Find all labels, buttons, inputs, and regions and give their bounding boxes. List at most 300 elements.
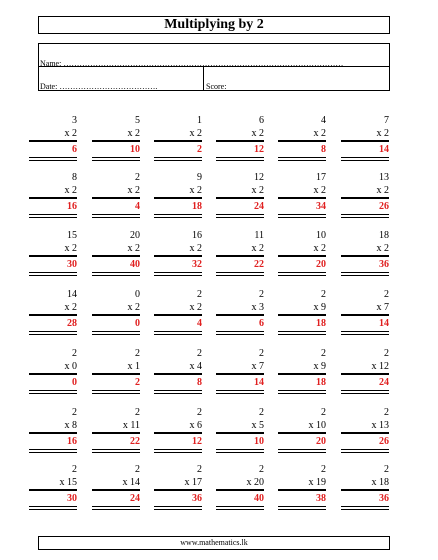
answer: 6 <box>72 144 77 155</box>
answer: 8 <box>197 377 202 388</box>
double-underline-top <box>29 449 77 450</box>
multiplicand: 2 <box>135 172 140 183</box>
product-line <box>154 432 202 434</box>
multiplier: x 20 <box>246 477 264 488</box>
multiplicand: 2 <box>259 464 264 475</box>
product-line <box>341 197 389 199</box>
problem <box>154 172 202 228</box>
answer: 14 <box>379 144 389 155</box>
multiplier: x 2 <box>64 185 77 196</box>
problem <box>341 464 389 520</box>
product-line <box>341 255 389 257</box>
problem <box>29 407 77 463</box>
double-underline-bottom <box>278 275 326 276</box>
problem <box>278 230 326 286</box>
multiplier: x 3 <box>251 302 264 313</box>
multiplier: x 1 <box>127 361 140 372</box>
double-underline-top <box>341 390 389 391</box>
product-line <box>216 255 264 257</box>
answer: 22 <box>254 259 264 270</box>
double-underline-top <box>154 272 202 273</box>
multiplicand: 14 <box>67 289 77 300</box>
double-underline-top <box>278 331 326 332</box>
answer: 10 <box>130 144 140 155</box>
name-row <box>39 44 389 67</box>
product-line <box>154 140 202 142</box>
multiplicand: 13 <box>379 172 389 183</box>
answer: 14 <box>379 318 389 329</box>
double-underline-top <box>341 214 389 215</box>
score-cell <box>203 67 390 90</box>
double-underline-bottom <box>278 334 326 335</box>
double-underline-top <box>29 390 77 391</box>
double-underline-top <box>29 157 77 158</box>
double-underline-top <box>29 214 77 215</box>
problem <box>29 289 77 345</box>
problem <box>278 115 326 171</box>
product-line <box>92 432 140 434</box>
double-underline-bottom <box>341 275 389 276</box>
multiplicand: 2 <box>197 407 202 418</box>
problem <box>154 464 202 520</box>
multiplicand: 2 <box>135 464 140 475</box>
product-line <box>154 489 202 491</box>
double-underline-top <box>92 449 140 450</box>
product-line <box>29 140 77 142</box>
answer: 26 <box>379 201 389 212</box>
product-line <box>29 432 77 434</box>
double-underline-bottom <box>216 452 264 453</box>
double-underline-bottom <box>29 275 77 276</box>
product-line <box>341 140 389 142</box>
problem <box>29 115 77 171</box>
product-line <box>216 432 264 434</box>
problem <box>341 289 389 345</box>
product-line <box>278 197 326 199</box>
multiplier: x 2 <box>189 302 202 313</box>
student-info-box <box>38 43 390 91</box>
multiplicand: 2 <box>259 289 264 300</box>
multiplicand: 1 <box>197 115 202 126</box>
problem <box>278 407 326 463</box>
product-line <box>29 314 77 316</box>
multiplicand: 2 <box>135 407 140 418</box>
double-underline-top <box>216 214 264 215</box>
date-score-row <box>39 67 389 90</box>
multiplicand: 0 <box>135 289 140 300</box>
multiplier: x 2 <box>376 128 389 139</box>
multiplicand: 20 <box>130 230 140 241</box>
double-underline-top <box>92 506 140 507</box>
multiplier: x 2 <box>313 185 326 196</box>
multiplicand: 3 <box>72 115 77 126</box>
multiplier: x 7 <box>376 302 389 313</box>
answer: 16 <box>67 201 77 212</box>
double-underline-bottom <box>29 217 77 218</box>
answer: 20 <box>316 259 326 270</box>
multiplicand: 2 <box>197 348 202 359</box>
answer: 32 <box>192 259 202 270</box>
double-underline-top <box>341 449 389 450</box>
problem <box>341 172 389 228</box>
multiplicand: 6 <box>259 115 264 126</box>
double-underline-top <box>92 272 140 273</box>
multiplicand: 5 <box>135 115 140 126</box>
double-underline-bottom <box>216 334 264 335</box>
product-line <box>29 373 77 375</box>
multiplicand: 15 <box>67 230 77 241</box>
multiplier: x 4 <box>189 361 202 372</box>
double-underline-bottom <box>278 509 326 510</box>
multiplier: x 2 <box>251 185 264 196</box>
multiplicand: 2 <box>72 407 77 418</box>
problem <box>154 348 202 404</box>
problem <box>92 348 140 404</box>
double-underline-top <box>154 449 202 450</box>
product-line <box>154 255 202 257</box>
double-underline-top <box>341 272 389 273</box>
multiplicand: 2 <box>197 289 202 300</box>
answer: 4 <box>135 201 140 212</box>
double-underline-top <box>29 331 77 332</box>
product-line <box>278 432 326 434</box>
problem <box>92 464 140 520</box>
multiplier: x 2 <box>251 128 264 139</box>
multiplicand: 2 <box>321 464 326 475</box>
double-underline-bottom <box>154 393 202 394</box>
answer: 10 <box>254 436 264 447</box>
answer: 28 <box>67 318 77 329</box>
product-line <box>154 197 202 199</box>
double-underline-bottom <box>29 160 77 161</box>
multiplicand: 12 <box>254 172 264 183</box>
answer: 2 <box>135 377 140 388</box>
double-underline-bottom <box>154 334 202 335</box>
product-line <box>278 314 326 316</box>
answer: 4 <box>197 318 202 329</box>
double-underline-bottom <box>154 509 202 510</box>
problem <box>92 115 140 171</box>
double-underline-bottom <box>216 275 264 276</box>
problem <box>92 172 140 228</box>
multiplier: x 2 <box>127 302 140 313</box>
multiplier: x 2 <box>189 185 202 196</box>
answer: 2 <box>197 144 202 155</box>
product-line <box>341 432 389 434</box>
multiplier: x 2 <box>189 128 202 139</box>
problem <box>216 115 264 171</box>
multiplier: x 2 <box>64 243 77 254</box>
multiplier: x 12 <box>371 361 389 372</box>
problem <box>216 172 264 228</box>
answer: 36 <box>192 493 202 504</box>
product-line <box>92 197 140 199</box>
multiplier: x 10 <box>308 420 326 431</box>
multiplicand: 2 <box>384 348 389 359</box>
problem <box>92 230 140 286</box>
multiplicand: 8 <box>72 172 77 183</box>
multiplier: x 0 <box>64 361 77 372</box>
multiplier: x 2 <box>127 128 140 139</box>
answer: 14 <box>254 377 264 388</box>
problem <box>341 407 389 463</box>
problem <box>92 289 140 345</box>
problem <box>154 289 202 345</box>
problem <box>216 348 264 404</box>
multiplicand: 11 <box>254 230 264 241</box>
double-underline-top <box>92 157 140 158</box>
product-line <box>216 489 264 491</box>
product-line <box>92 314 140 316</box>
multiplicand: 4 <box>321 115 326 126</box>
product-line <box>216 140 264 142</box>
multiplier: x 15 <box>59 477 77 488</box>
double-underline-top <box>216 331 264 332</box>
multiplier: x 2 <box>251 243 264 254</box>
multiplicand: 10 <box>316 230 326 241</box>
problem <box>216 464 264 520</box>
answer: 18 <box>316 377 326 388</box>
double-underline-bottom <box>341 509 389 510</box>
answer: 20 <box>316 436 326 447</box>
problem <box>29 230 77 286</box>
multiplier: x 18 <box>371 477 389 488</box>
multiplier: x 7 <box>251 361 264 372</box>
multiplicand: 2 <box>135 348 140 359</box>
double-underline-bottom <box>92 217 140 218</box>
double-underline-bottom <box>92 275 140 276</box>
multiplicand: 2 <box>384 464 389 475</box>
problem <box>216 289 264 345</box>
multiplier: x 17 <box>184 477 202 488</box>
multiplicand: 7 <box>384 115 389 126</box>
double-underline-top <box>216 157 264 158</box>
double-underline-bottom <box>341 217 389 218</box>
multiplicand: 2 <box>321 407 326 418</box>
answer: 30 <box>67 493 77 504</box>
double-underline-top <box>278 272 326 273</box>
product-line <box>278 489 326 491</box>
problem <box>341 115 389 171</box>
double-underline-top <box>341 157 389 158</box>
double-underline-bottom <box>341 452 389 453</box>
problem <box>278 289 326 345</box>
problem <box>341 230 389 286</box>
double-underline-top <box>278 214 326 215</box>
product-line <box>29 255 77 257</box>
problem <box>92 407 140 463</box>
double-underline-bottom <box>216 160 264 161</box>
answer: 24 <box>379 377 389 388</box>
double-underline-bottom <box>154 160 202 161</box>
problem <box>341 348 389 404</box>
multiplicand: 2 <box>72 464 77 475</box>
product-line <box>216 197 264 199</box>
multiplier: x 2 <box>127 185 140 196</box>
double-underline-bottom <box>92 452 140 453</box>
problem <box>29 348 77 404</box>
double-underline-bottom <box>278 160 326 161</box>
answer: 24 <box>254 201 264 212</box>
answer: 34 <box>316 201 326 212</box>
double-underline-bottom <box>278 452 326 453</box>
problem <box>154 230 202 286</box>
problem <box>278 464 326 520</box>
answer: 24 <box>130 493 140 504</box>
double-underline-top <box>92 331 140 332</box>
multiplier: x 2 <box>376 243 389 254</box>
double-underline-top <box>216 506 264 507</box>
double-underline-bottom <box>154 217 202 218</box>
double-underline-bottom <box>154 275 202 276</box>
double-underline-top <box>278 157 326 158</box>
multiplicand: 2 <box>259 348 264 359</box>
multiplicand: 9 <box>197 172 202 183</box>
product-line <box>278 140 326 142</box>
product-line <box>29 489 77 491</box>
multiplier: x 9 <box>313 302 326 313</box>
problem <box>216 407 264 463</box>
product-line <box>92 255 140 257</box>
answer: 22 <box>130 436 140 447</box>
multiplicand: 16 <box>192 230 202 241</box>
double-underline-bottom <box>29 334 77 335</box>
multiplicand: 2 <box>321 348 326 359</box>
double-underline-top <box>341 506 389 507</box>
answer: 18 <box>316 318 326 329</box>
double-underline-top <box>154 390 202 391</box>
double-underline-bottom <box>278 217 326 218</box>
answer: 40 <box>254 493 264 504</box>
double-underline-bottom <box>341 393 389 394</box>
double-underline-top <box>154 506 202 507</box>
multiplier: x 2 <box>376 185 389 196</box>
multiplier: x 8 <box>64 420 77 431</box>
double-underline-bottom <box>92 334 140 335</box>
product-line <box>92 140 140 142</box>
product-line <box>216 314 264 316</box>
answer: 6 <box>259 318 264 329</box>
product-line <box>154 314 202 316</box>
double-underline-top <box>278 449 326 450</box>
product-line <box>341 373 389 375</box>
multiplier: x 2 <box>189 243 202 254</box>
double-underline-bottom <box>216 217 264 218</box>
multiplier: x 2 <box>64 128 77 139</box>
name-field[interactable]: Name: …………………………………………………………………………………………… <box>40 59 344 68</box>
double-underline-bottom <box>92 509 140 510</box>
product-line <box>29 197 77 199</box>
problem <box>278 348 326 404</box>
multiplier: x 9 <box>313 361 326 372</box>
problem <box>154 407 202 463</box>
double-underline-top <box>154 331 202 332</box>
multiplicand: 2 <box>72 348 77 359</box>
answer: 8 <box>321 144 326 155</box>
multiplicand: 2 <box>384 289 389 300</box>
answer: 26 <box>379 436 389 447</box>
multiplier: x 6 <box>189 420 202 431</box>
double-underline-bottom <box>29 509 77 510</box>
product-line <box>216 373 264 375</box>
answer: 30 <box>67 259 77 270</box>
product-line <box>278 255 326 257</box>
answer: 12 <box>192 436 202 447</box>
multiplicand: 2 <box>197 464 202 475</box>
worksheet-title: Multiplying by 2 <box>38 16 390 34</box>
multiplicand: 18 <box>379 230 389 241</box>
problem <box>29 172 77 228</box>
multiplicand: 2 <box>321 289 326 300</box>
double-underline-top <box>341 331 389 332</box>
footer-website: www.mathematics.lk <box>38 536 390 550</box>
multiplier: x 2 <box>313 128 326 139</box>
answer: 16 <box>67 436 77 447</box>
answer: 36 <box>379 259 389 270</box>
double-underline-top <box>154 214 202 215</box>
multiplicand: 2 <box>384 407 389 418</box>
problem <box>278 172 326 228</box>
answer: 12 <box>254 144 264 155</box>
double-underline-top <box>278 506 326 507</box>
double-underline-top <box>216 449 264 450</box>
multiplicand: 2 <box>259 407 264 418</box>
double-underline-top <box>29 272 77 273</box>
answer: 0 <box>72 377 77 388</box>
double-underline-bottom <box>341 334 389 335</box>
product-line <box>278 373 326 375</box>
double-underline-bottom <box>154 452 202 453</box>
answer: 38 <box>316 493 326 504</box>
problem <box>154 115 202 171</box>
double-underline-bottom <box>341 160 389 161</box>
double-underline-top <box>278 390 326 391</box>
double-underline-top <box>154 157 202 158</box>
double-underline-top <box>216 390 264 391</box>
double-underline-bottom <box>92 160 140 161</box>
double-underline-top <box>29 506 77 507</box>
multiplier: x 19 <box>308 477 326 488</box>
product-line <box>341 314 389 316</box>
multiplier: x 2 <box>313 243 326 254</box>
problem <box>216 230 264 286</box>
answer: 18 <box>192 201 202 212</box>
date-field[interactable]: Date: ………………………………. <box>40 82 158 91</box>
double-underline-bottom <box>278 393 326 394</box>
double-underline-bottom <box>29 393 77 394</box>
multiplier: x 2 <box>127 243 140 254</box>
multiplier: x 14 <box>122 477 140 488</box>
double-underline-bottom <box>216 509 264 510</box>
multiplier: x 2 <box>64 302 77 313</box>
multiplicand: 17 <box>316 172 326 183</box>
double-underline-top <box>92 214 140 215</box>
double-underline-bottom <box>216 393 264 394</box>
multiplier: x 11 <box>122 420 140 431</box>
double-underline-bottom <box>92 393 140 394</box>
double-underline-bottom <box>29 452 77 453</box>
answer: 40 <box>130 259 140 270</box>
product-line <box>154 373 202 375</box>
double-underline-top <box>92 390 140 391</box>
multiplier: x 13 <box>371 420 389 431</box>
product-line <box>341 489 389 491</box>
score-field[interactable]: Score: <box>206 82 227 91</box>
double-underline-top <box>216 272 264 273</box>
multiplier: x 5 <box>251 420 264 431</box>
product-line <box>92 373 140 375</box>
answer: 36 <box>379 493 389 504</box>
